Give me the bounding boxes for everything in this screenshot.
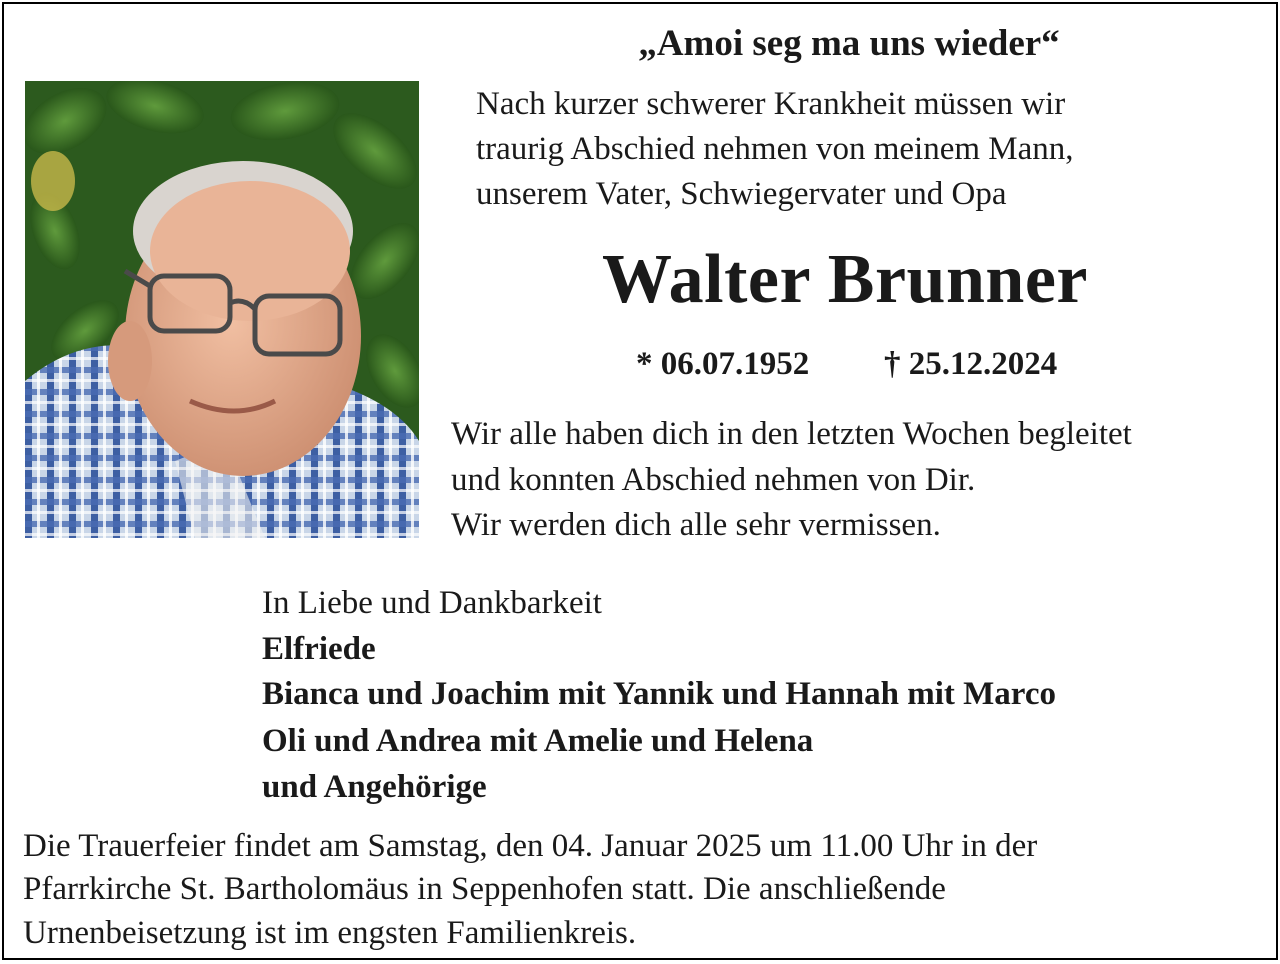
service-line-1: Die Trauerfeier findet am Samstag, den 04. Januar 2025 um 11.00 Uhr in der bbox=[23, 828, 1038, 864]
birth-date: * 06.07.1952 bbox=[636, 346, 810, 382]
signoff: In Liebe und Dankbarkeit bbox=[262, 585, 602, 621]
intro-line-2: traurig Abschied nehmen von meinem Mann, bbox=[476, 131, 1074, 167]
obituary-notice bbox=[2, 2, 1278, 960]
deceased-name: Walter Brunner bbox=[602, 241, 1088, 318]
death-date: † 25.12.2024 bbox=[884, 346, 1058, 382]
family-line-4: und Angehörige bbox=[262, 769, 487, 805]
intro-line-1: Nach kurzer schwerer Krankheit müssen wir bbox=[476, 86, 1066, 122]
motto: „Amoi seg ma uns wieder“ bbox=[638, 23, 1060, 64]
family-line-3: Oli und Andrea mit Amelie und Helena bbox=[262, 723, 814, 759]
family-line-2: Bianca und Joachim mit Yannik und Hannah mit Marco bbox=[262, 676, 1056, 712]
message-line-2: und konnten Abschied nehmen von Dir. bbox=[451, 462, 976, 498]
portrait-photo bbox=[25, 81, 419, 538]
message-line-3: Wir werden dich alle sehr vermissen. bbox=[451, 507, 941, 543]
message-line-1: Wir alle haben dich in den letzten Wochen begleitet bbox=[451, 416, 1132, 452]
service-line-3: Urnenbeisetzung ist im engsten Familienkreis. bbox=[23, 915, 637, 951]
intro-line-3: unserem Vater, Schwiegervater und Opa bbox=[476, 176, 1007, 212]
family-line-1: Elfriede bbox=[262, 631, 376, 667]
service-line-2: Pfarrkirche St. Bartholomäus in Seppenhofen statt. Die anschließende bbox=[23, 871, 946, 907]
